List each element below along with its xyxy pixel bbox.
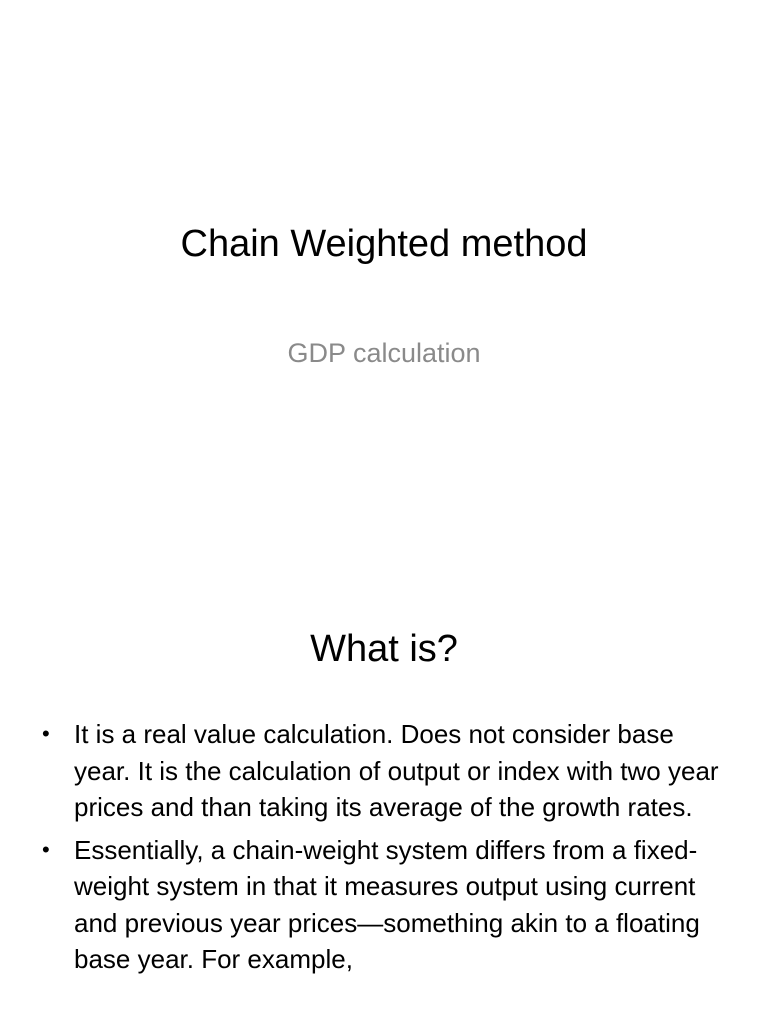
bullet-icon: •	[42, 721, 50, 746]
slide-subtitle: GDP calculation	[287, 338, 481, 368]
bullet-icon: •	[42, 836, 50, 862]
bullet-item	[42, 716, 732, 826]
bullet-list	[42, 716, 732, 984]
slide-title: What is?	[310, 628, 458, 670]
slide-title: Chain Weighted method	[180, 223, 588, 265]
bullet-item	[42, 832, 732, 978]
bullet-text: Essentially, a chain-weight system differs from a fixed-weight system in that it measures output using current and previous year prices—something akin to a floating base year. For example,	[74, 834, 700, 974]
bullet-text: It is a real value calculation. Does not consider base year. It is the calculation of output or index with two year prices and than taking its average of the growth rates.	[74, 719, 719, 822]
content-slide	[0, 560, 768, 1024]
